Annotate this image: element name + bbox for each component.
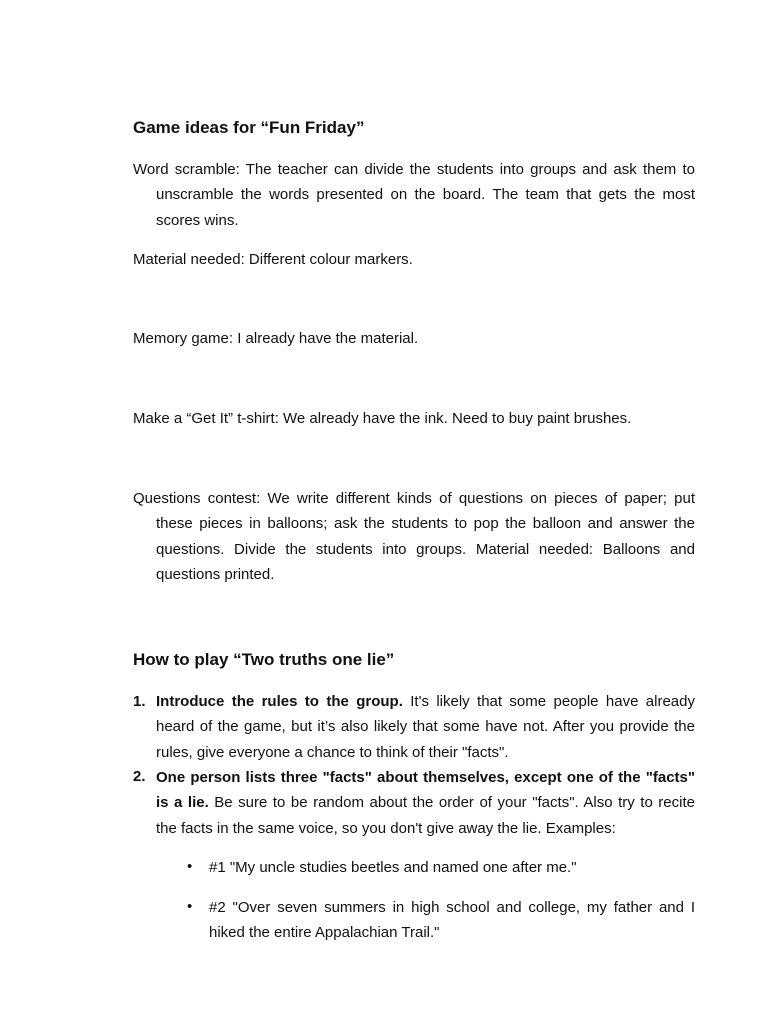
bullet-item-2: #2 "Over seven summers in high school and college, my father and I hiked the entire Appalachian Trail." xyxy=(209,899,695,942)
list-number-1: 1. xyxy=(133,693,146,710)
paragraph-material-needed: Material needed: Different colour markers. xyxy=(133,251,413,268)
step-2-text: Be sure to be random about the order of your "facts". Also try to recite the facts in the same voice, so you don't give away the lie. Examples: xyxy=(156,794,695,837)
step-2-bold: One person lists three "facts" about themselves, except one of the "facts" is a lie. xyxy=(156,769,695,812)
bullet-icon: • xyxy=(187,898,193,915)
paragraph-memory-game: Memory game: I already have the material. xyxy=(133,330,419,347)
bullet-icon: • xyxy=(187,858,193,875)
paragraph-word-scramble: Word scramble: The teacher can divide the students into groups and ask them to unscramble the words presented on the board. The team that gets the most scores wins. xyxy=(133,161,695,229)
heading-game-ideas: Game ideas for “Fun Friday” xyxy=(133,118,365,137)
list-item-step-1 xyxy=(156,689,695,765)
step-1-bold: Introduce the rules to the group. xyxy=(156,693,403,710)
heading-two-truths: How to play “Two truths one lie” xyxy=(133,650,395,669)
list-item-step-2 xyxy=(156,765,695,841)
paragraph-tshirt: Make a “Get It” t-shirt: We already have the ink. Need to buy paint brushes. xyxy=(133,410,632,427)
step-1-text: It's likely that some people have already heard of the game, but it’s also likely that some have not. After you provide the rules, give everyone a chance to think of their "facts". xyxy=(156,693,695,761)
bullet-item-1: #1 "My uncle studies beetles and named one after me." xyxy=(209,859,577,876)
list-number-2: 2. xyxy=(133,768,146,785)
paragraph-questions-contest: Questions contest: We write different kinds of questions on pieces of paper; put these pieces in balloons; ask the students to pop the balloon and answer the questions. Divide the students into groups. Material needed: Balloons and questions printed. xyxy=(133,490,695,583)
